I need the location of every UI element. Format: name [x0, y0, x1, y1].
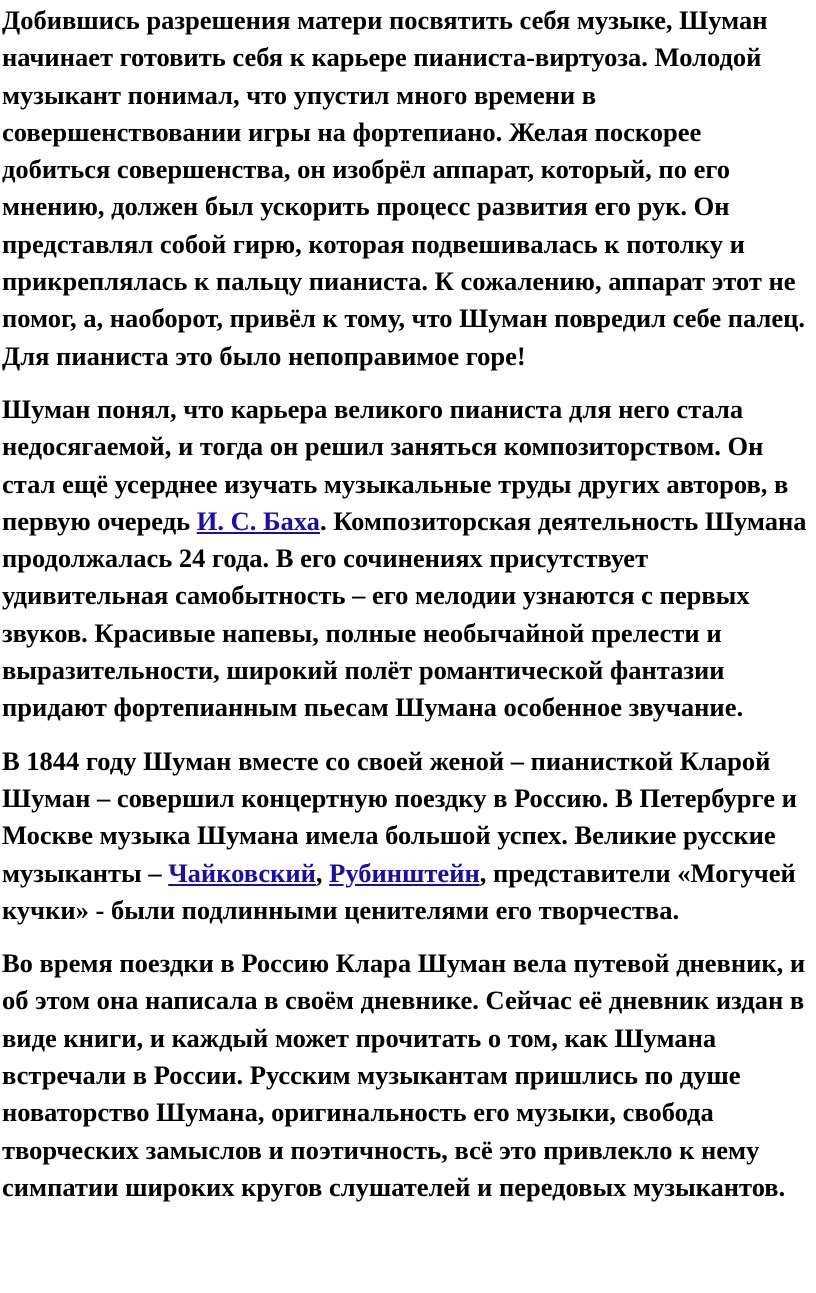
paragraph-3	[2, 743, 812, 929]
paragraph-3-text-after-links: , представители «Могучей кучки» - были подлинными ценителями его творчества.	[2, 857, 796, 925]
paragraph-2-text-before-link: Шуман понял, что карьера великого пианиста для него стала недосягаемой, и тогда он решил заняться композиторством. Он стал ещё усерднее изучать музыкальные труды других авторов, в первую очередь	[2, 393, 789, 536]
paragraph-3-separator: ,	[315, 857, 330, 888]
paragraph-4-text: Во время поездки в Россию Клара Шуман вела путевой дневник, и об этом она написала в своём дневнике. Сейчас её дневник издан в виде книги, и каждый может прочитать о том, как Шумана встречали в России. Русским музыкантам пришлись по душе новаторство Шумана, оригинальность его музыки, свобода творческих замыслов и поэтичность, всё это привлекло к нему симпатии широких кругов слушателей и передовых музыкантов.	[2, 948, 806, 1202]
paragraph-1-text: Добившись разрешения матери посвятить себя музыке, Шуман начинает готовить себя к карьере пианиста-виртуоза. Молодой музыкант понимал, что упустил много времени в совершенствовании игры на фортепиано. Желая поскорее добиться совершенства, он изобрёл аппарат, который, по его мнению, должен был ускорить процесс развития его рук. Он представлял собой гирю, которая подвешивалась к потолку и прикреплялась к пальцу пианиста. К сожалению, аппарат этот не помог, а, наоборот, привёл к тому, что Шуман повредил себе палец. Для пианиста это было непоправимое горе!	[2, 5, 806, 371]
document-body	[2, 2, 812, 1206]
paragraph-3-text-before-links: В 1844 году Шуман вместе со своей женой – пианисткой Кларой Шуман – совершил концертную поездку в Россию. В Петербурге и Москве музыка Шумана имела большой успех. Великие русские музыканты –	[2, 745, 797, 888]
paragraph-4	[2, 945, 812, 1206]
paragraph-1	[2, 2, 812, 375]
paragraph-2	[2, 391, 812, 727]
tchaikovsky-link[interactable]: Чайковский	[168, 857, 316, 888]
paragraph-2-text-after-link: . Композиторская деятельность Шумана продолжалась 24 года. В его сочинениях присутствует удивительная самобытность – его мелодии узнаются с первых звуков. Красивые напевы, полные необычайной прелести и выразительности, широкий полёт романтической фантазии придают фортепианным пьесам Шумана особенное звучание.	[2, 505, 807, 723]
rubinstein-link[interactable]: Рубинштейн	[329, 857, 480, 888]
bach-link[interactable]: И. С. Баха	[196, 505, 320, 536]
